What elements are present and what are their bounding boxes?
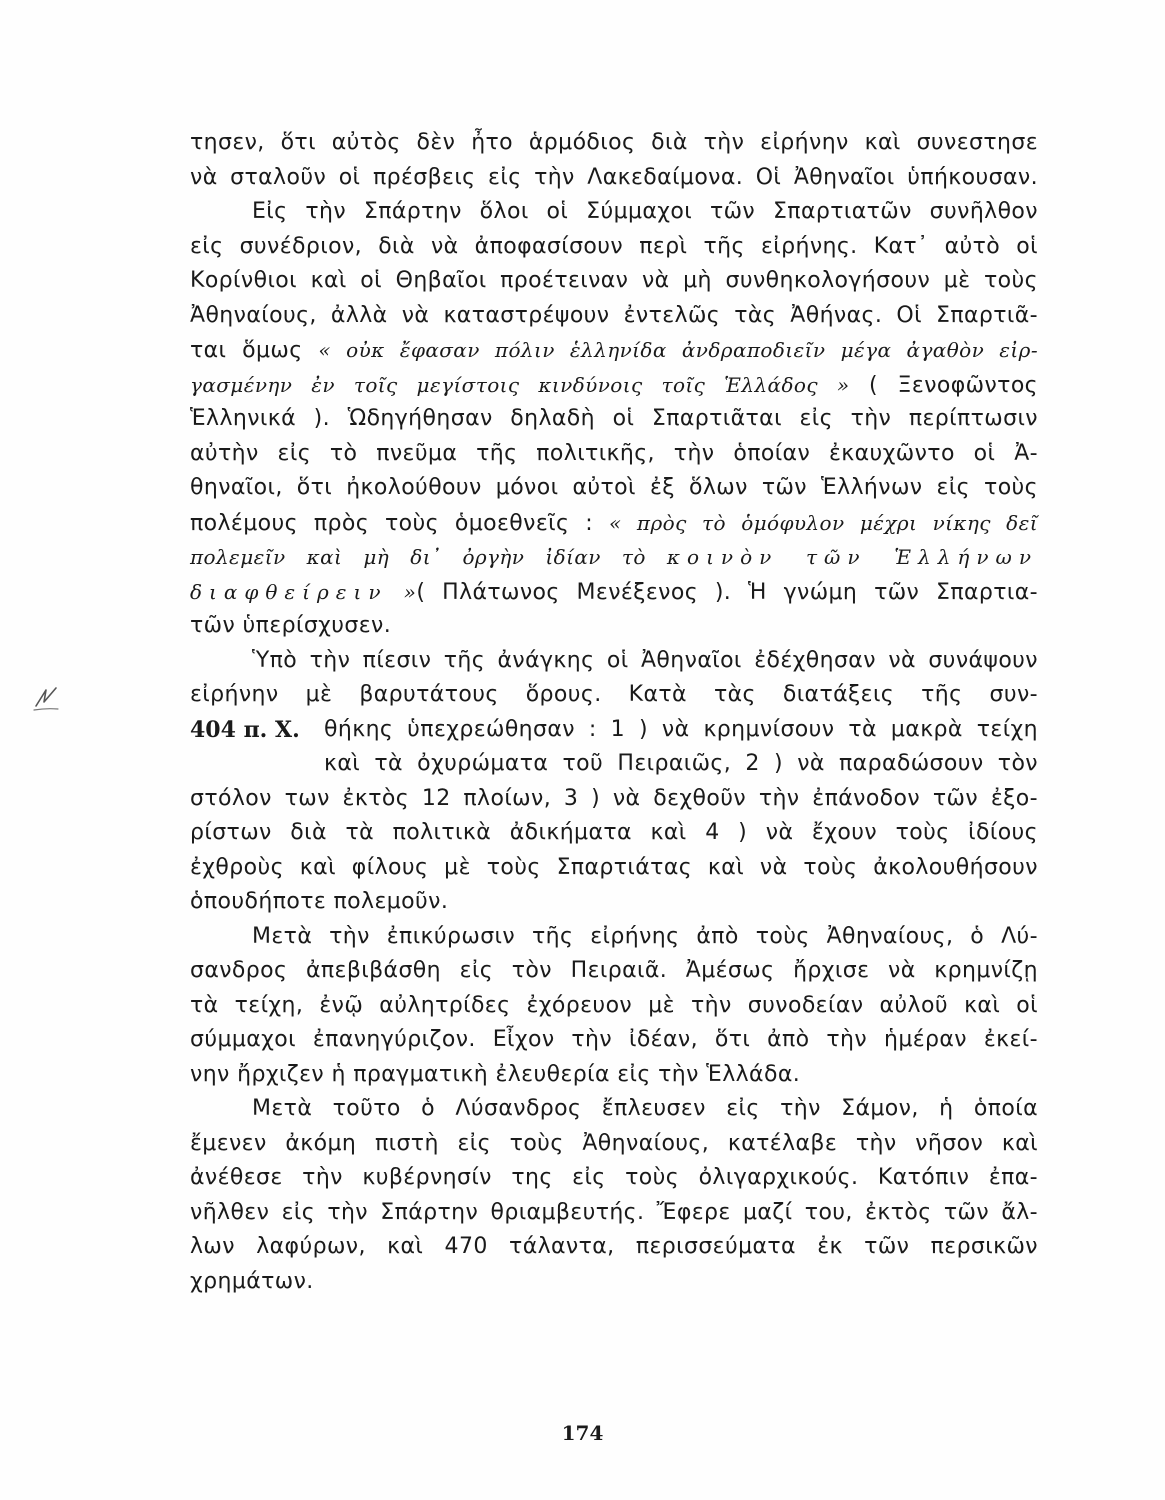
quote-fragment-spaced: κοινὸν τῶν Ἑλλήνων (666, 545, 1038, 569)
text-line: Ἑλληνικά ). Ὡδηγήθησαν δηλαδὴ οἱ Σπαρτιᾶται εἰς τὴν περίπτωσιν (190, 406, 1038, 431)
page-number: 174 (561, 1421, 604, 1445)
page-body (190, 126, 1038, 1299)
text-line: καὶ τὰ ὀχυρώματα τοῦ Πειραιῶς, 2 ) νὰ παραδώσουν τὸν (324, 751, 1038, 776)
quote-fragment: « πρὸς τὸ ὁμόφυλον μέχρι νίκης δεῖ (608, 510, 1038, 535)
text-line: Ἀθηναίους, ἀλλὰ νὰ καταστρέψουν ἐντελῶς τὰς Ἀθήνας. Οἱ Σπαρτιᾶ- (190, 302, 1038, 328)
text-line: Εἰς τὴν Σπάρτην ὅλοι οἱ Σύμμαχοι τῶν Σπαρτιατῶν συνῆλθον (252, 199, 1038, 224)
text-line: ἐχθροὺς καὶ φίλους μὲ τοὺς Σπαρτιάτας καὶ νὰ τοὺς ἀκολουθήσουν (190, 854, 1038, 880)
margin-date: 404 π. Χ. (190, 717, 300, 743)
text-line: νὰ σταλοῦν οἱ πρέσβεις εἰς τὴν Λακεδαίμονα. Οἱ Ἀθηναῖοι ὑπήκουσαν. (190, 164, 1038, 190)
text-line (190, 368, 1038, 403)
quote-fragment: « οὐκ ἔφασαν πόλιν ἑλληνίδα ἀνδραποδιεῖν μέγα ἀγαθὸν εἰρ- (318, 338, 1038, 362)
quote-fragment: » (387, 579, 417, 604)
text-line (190, 575, 1038, 610)
text-line: ἔμενεν ἀκόμη πιστὴ εἰς τοὺς Ἀθηναίους, κατέλαβε τὴν νῆσον καὶ (190, 1130, 1038, 1156)
text-fragment: ται ὅμως (190, 338, 319, 363)
text-line: τησεν, ὅτι αὐτὸς δὲν ἦτο ἁρμόδιος διὰ τὴν εἰρήνην καὶ συνεστησε (190, 130, 1038, 155)
text-line: τῶν ὑπερίσχυσεν. (190, 613, 392, 638)
text-line: Κορίνθιοι καὶ οἱ Θηβαῖοι προέτειναν νὰ μὴ συνθηκολογήσουν μὲ τοὺς (190, 268, 1038, 293)
text-line: χρημάτων. (190, 1268, 314, 1294)
text-line: σανδρος ἀπεβιβάσθη εἰς τὸν Πειραιᾶ. Ἀμέσως ἤρχισε νὰ κρημνίζῃ (190, 958, 1038, 983)
text-line: εἰς συνέδριον, διὰ νὰ ἀποφασίσουν περὶ τῆς εἰρήνης. Κατ᾽ αὐτὸ οἱ (190, 233, 1038, 259)
text-line: νην ἤρχιζεν ἡ πραγματικὴ ἐλευθερία εἰς τὴν Ἑλλάδα. (190, 1061, 801, 1087)
text-line: Μετὰ τὴν ἐπικύρωσιν τῆς εἰρήνης ἀπὸ τοὺς Ἀθηναίους, ὁ Λύ- (252, 923, 1038, 949)
text-line: τὰ τείχη, ἐνῷ αὐλητρίδες ἐχόρευον μὲ τὴν συνοδείαν αὐλοῦ καὶ οἱ (190, 992, 1038, 1018)
text-line: Ὑπὸ τὴν πίεσιν τῆς ἀνάγκης οἱ Ἀθηναῖοι ἐδέχθησαν νὰ συνάψουν (252, 647, 1038, 673)
text-fragment: ( Ξενοφῶντος (849, 372, 1038, 398)
text-fragment: ( Πλάτωνος Μενέξενος ). Ἡ γνώμη τῶν Σπαρτια- (416, 579, 1038, 605)
text-line (190, 540, 1038, 575)
text-line: ρίστων διὰ τὰ πολιτικὰ ἀδικήματα καὶ 4 ) νὰ ἔχουν τοὺς ἰδίους (190, 820, 1038, 845)
text-line (190, 506, 1038, 541)
text-line: θήκης ὑπεχρεώθησαν : 1 ) νὰ κρημνίσουν τὰ μακρὰ τείχη (324, 716, 1038, 742)
text-line: θηναῖοι, ὅτι ἠκολούθουν μόνοι αὐτοὶ ἐξ ὅλων τῶν Ἑλλήνων εἰς τοὺς (190, 475, 1038, 500)
text-line: εἰρήνην μὲ βαρυτάτους ὅρους. Κατὰ τὰς διατάξεις τῆς συν- (190, 682, 1038, 707)
text-line: αὐτὴν εἰς τὸ πνεῦμα τῆς πολιτικῆς, τὴν ὁποίαν ἐκαυχῶντο οἱ Ἀ- (190, 440, 1038, 466)
text-line: σύμμαχοι ἐπανηγύριζον. Εἶχον τὴν ἰδέαν, ὅτι ἀπὸ τὴν ἡμέραν ἐκεί- (190, 1027, 1038, 1052)
quote-fragment: πολεμεῖν καὶ μὴ δι᾽ ὀργὴν ἰδίαν τὸ (190, 545, 667, 569)
text-fragment: πολέμους πρὸς τοὺς ὁμοεθνεῖς : (190, 510, 609, 536)
text-line: Μετὰ τοῦτο ὁ Λύσανδρος ἔπλευσεν εἰς τὴν Σάμον, ἡ ὁποία (252, 1096, 1038, 1121)
text-line: ἀνέθεσε τὴν κυβέρνησίν της εἰς τοὺς ὀλιγαρχικούς. Κατόπιν ἐπα- (190, 1165, 1038, 1190)
text-line: στόλον των ἐκτὸς 12 πλοίων, 3 ) νὰ δεχθοῦν τὴν ἐπάνοδον τῶν ἐξο- (190, 785, 1038, 811)
text-line (190, 333, 1038, 368)
text-line: λων λαφύρων, καὶ 470 τάλαντα, περισσεύματα ἐκ τῶν περσικῶν (190, 1234, 1038, 1259)
text-line: νῆλθεν εἰς τὴν Σπάρτην θριαμβευτής. Ἔφερε μαζί του, ἐκτὸς τῶν ἄλ- (190, 1199, 1038, 1225)
handwritten-margin-mark-icon (28, 672, 64, 718)
quote-fragment-spaced: διαφθείρειν (190, 579, 388, 604)
text-line: ὁπουδήποτε πολεμοῦν. (190, 889, 449, 914)
quote-fragment: γασμένην ἐν τοῖς μεγίστοις κινδύνοις τοῖς Ἑλλάδος » (190, 372, 850, 397)
